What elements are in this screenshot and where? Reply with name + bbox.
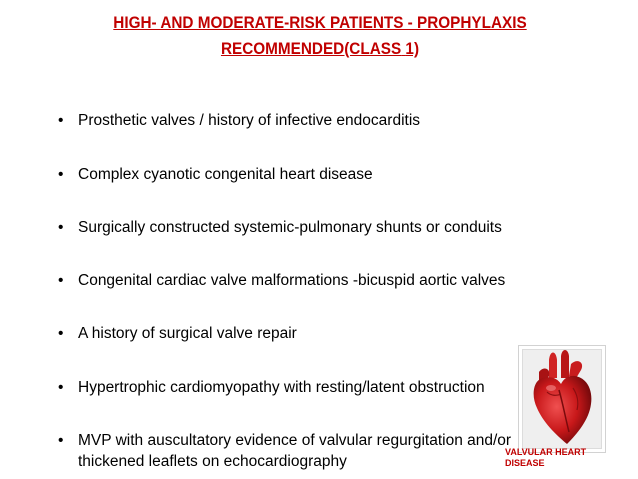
image-caption xyxy=(505,447,586,469)
title-line-2-number: 1) xyxy=(405,39,420,58)
bullet-symbol: • xyxy=(58,379,64,396)
bullet-symbol: • xyxy=(58,112,64,129)
bullet-symbol: • xyxy=(58,219,64,236)
bullet-symbol: • xyxy=(58,325,64,342)
heart-icon xyxy=(519,346,605,452)
title-line-1 xyxy=(68,10,572,36)
bullet-symbol: • xyxy=(58,166,64,183)
bullet-text: A history of surgical valve repair xyxy=(78,325,297,342)
title-line-2-text: RECOMMENDED(CLASS xyxy=(220,39,402,58)
slide-title xyxy=(68,10,572,62)
bullet-text: MVP with auscultatory evidence of valvular regurgitation and/or xyxy=(78,432,512,449)
title-line-2 xyxy=(68,36,572,62)
bullet-text: Congenital cardiac valve malformations -bicuspid aortic valves xyxy=(78,272,506,289)
bullet-text: Hypertrophic cardiomyopathy with resting/latent obstruction xyxy=(78,379,485,396)
bullet-symbol: • xyxy=(58,432,64,449)
caption-line-2: DISEASE xyxy=(505,458,545,468)
bullet-text: Prosthetic valves / history of infective endocarditis xyxy=(78,112,421,129)
heart-image xyxy=(518,345,606,453)
caption-line-1: VALVULAR HEART xyxy=(505,447,587,457)
bullet-text-continuation: thickened leaflets on echocardiography xyxy=(78,453,347,470)
title-line-1-text: HIGH- AND MODERATE-RISK PATIENTS - PROPHYLAXIS xyxy=(113,13,527,32)
bullet-text: Surgically constructed systemic-pulmonary shunts or conduits xyxy=(78,219,502,236)
bullet-text: Complex cyanotic congenital heart disease xyxy=(78,166,373,183)
bullet-symbol: • xyxy=(58,272,64,289)
